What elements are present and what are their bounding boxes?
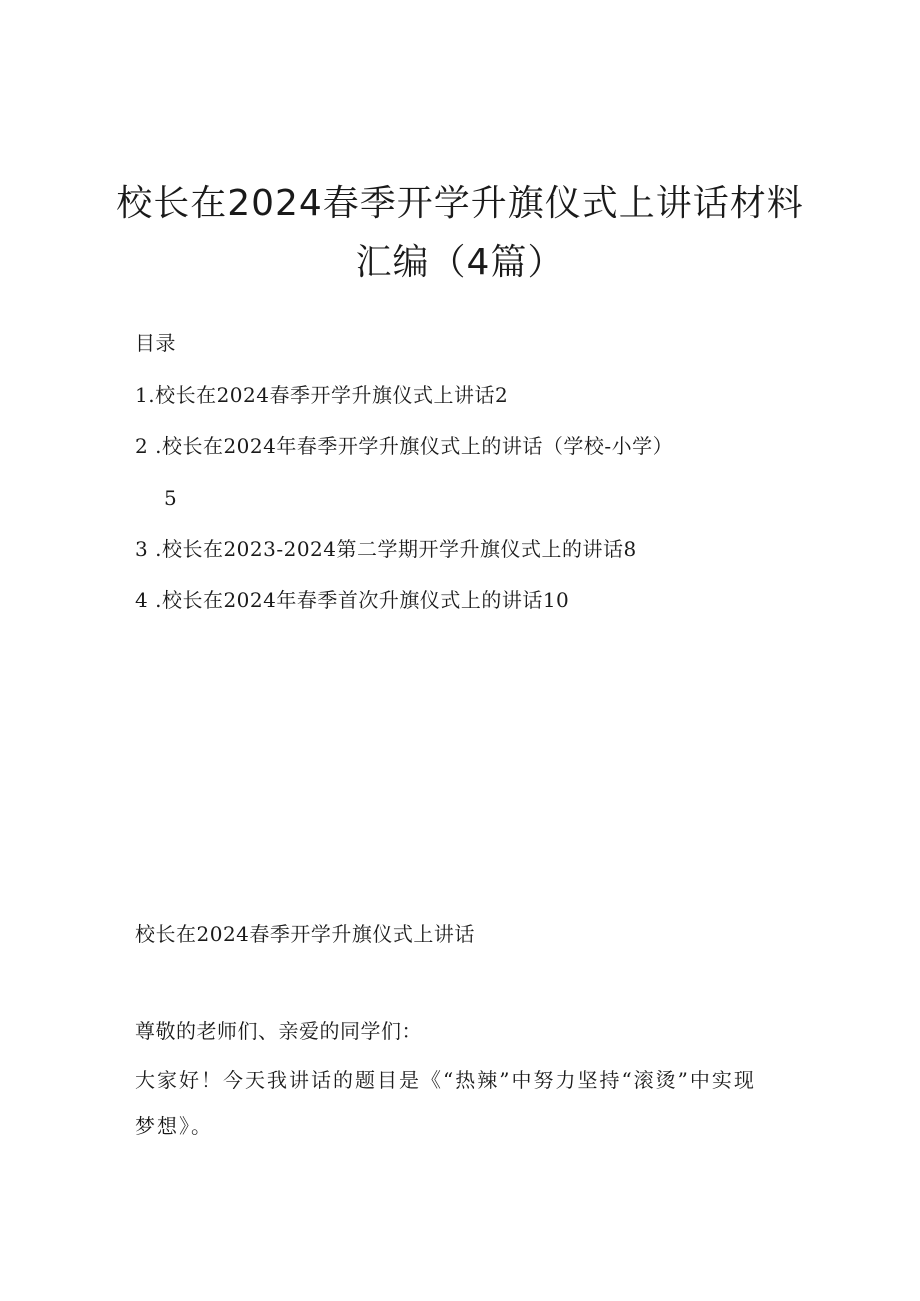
document-title-line-2: 汇编（4篇） xyxy=(355,242,565,283)
toc-heading: 目录 xyxy=(135,331,176,355)
toc-item-2-page-number[interactable]: 5 xyxy=(164,486,178,510)
paragraph-1-line-2: 梦想》。 xyxy=(135,1114,213,1138)
toc-item-3[interactable]: 3 .校长在2023-2024第二学期开学升旗仪式上的讲话8 xyxy=(135,537,637,561)
paragraph-1-line-1: 大家好！今天我讲话的题目是《“热辣”中努力坚持“滚烫”中实现 xyxy=(135,1068,756,1092)
toc-item-4[interactable]: 4 .校长在2024年春季首次升旗仪式上的讲话10 xyxy=(135,588,570,612)
salutation: 尊敬的老师们、亲爱的同学们： xyxy=(135,1019,422,1043)
toc-item-1[interactable]: 1.校长在2024春季开学升旗仪式上讲话2 xyxy=(135,383,509,407)
toc-item-2[interactable]: 2 .校长在2024年春季开学升旗仪式上的讲话（学校-小学） xyxy=(135,434,674,458)
section-heading: 校长在2024春季开学升旗仪式上讲话 xyxy=(135,922,475,946)
document-title-line-1: 校长在2024春季开学升旗仪式上讲话材料 xyxy=(116,183,804,224)
